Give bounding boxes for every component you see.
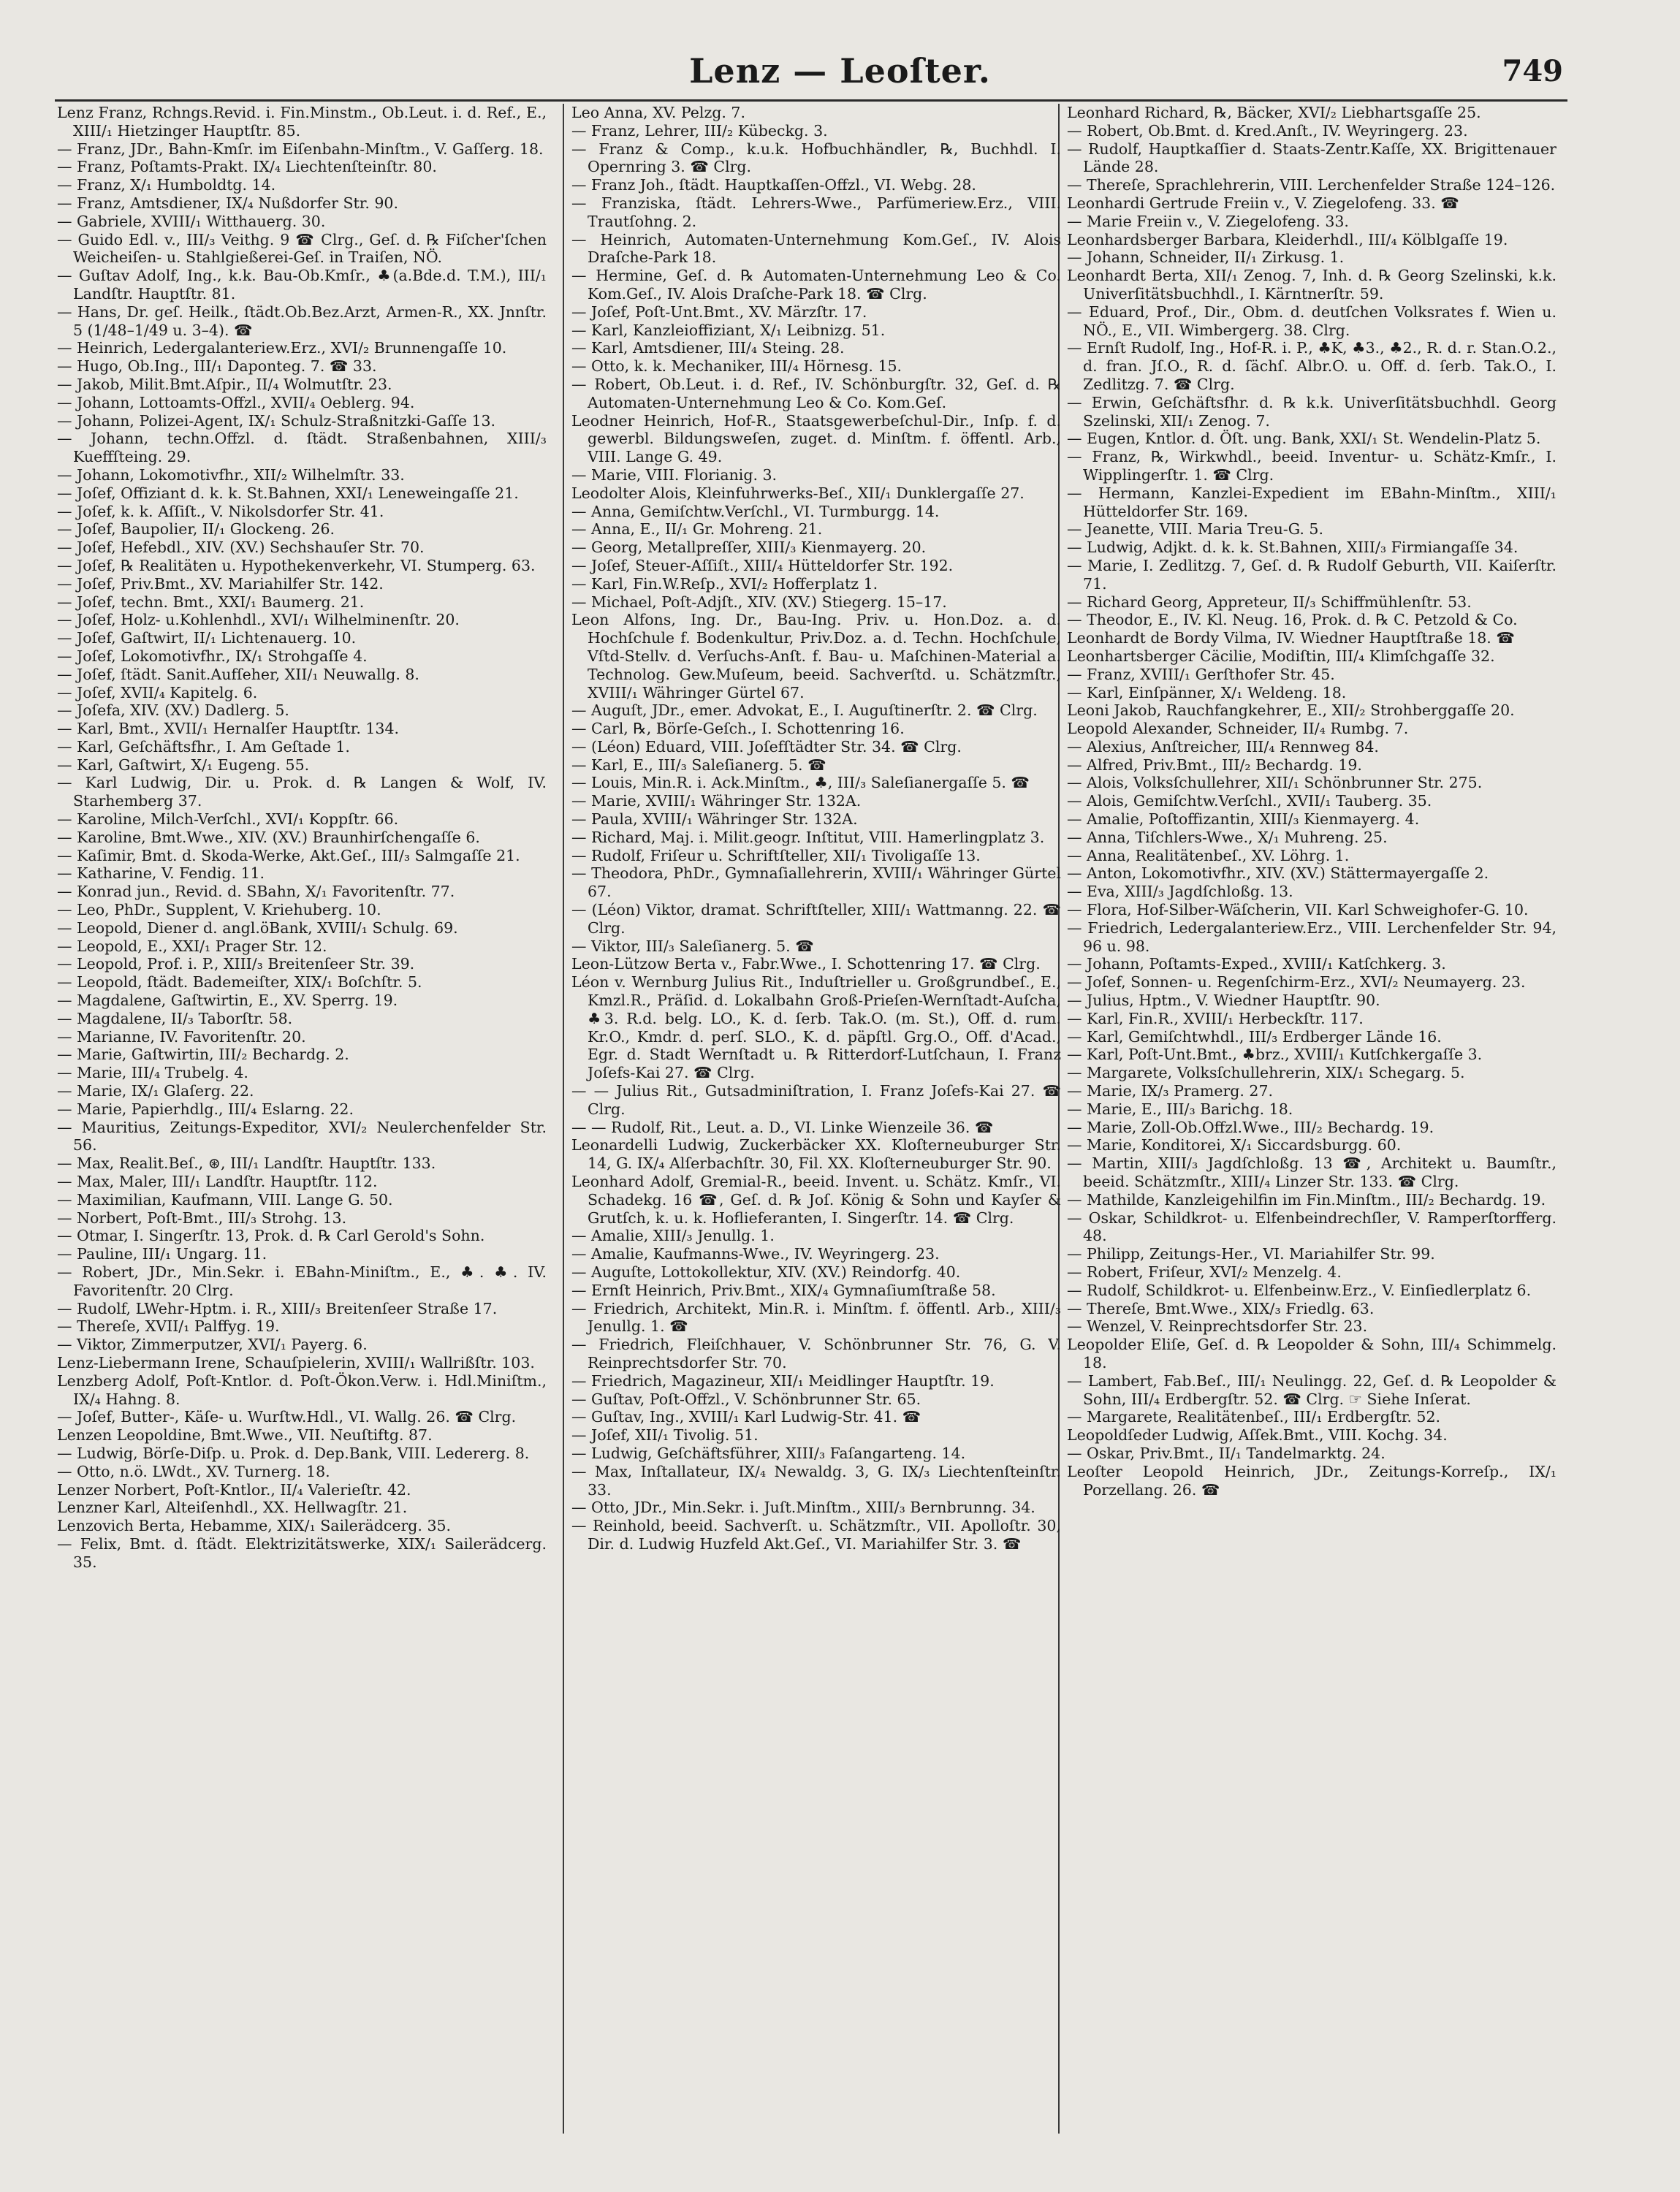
directory-entry: — Karl, Gemiſchtwhdl., III/₃ Erdberger Lände 16. xyxy=(1067,1027,1442,1046)
directory-entry: — Joſef, Hefebdl., XIV. (XV.) Sechshauſer Str. 70. xyxy=(57,539,425,557)
directory-entry: — Joſef, Poſt-Unt.Bmt., XV. Märzſtr. 17. xyxy=(571,302,867,321)
directory-entry: — Robert, Friſeur, XVI/₂ Menzelg. 4. xyxy=(1067,1263,1342,1281)
directory-entry: — Michael, Poſt-Adjſt., XIV. (XV.) Stiegerg. 15–17. xyxy=(571,593,947,611)
directory-entry: — Franz, JDr., Bahn-Kmſr. im Eiſenbahn-Minſtm., V. Gaſſerg. 18. xyxy=(57,140,544,158)
directory-entry: — Ludwig, Adjkt. d. k. k. St.Bahnen, XIII/₃ Firmiangaſſe 34. xyxy=(1067,539,1519,557)
directory-entry: — Karl, Fin.W.Reſp., XVI/₂ Hofferplatz 1. xyxy=(571,574,878,593)
directory-entry: — Johann, Poſtamts-Exped., XVIII/₁ Katſchkerg. 3. xyxy=(1067,955,1446,973)
directory-entry: — Friedrich, Magazineur, XII/₁ Meidlinger Hauptſtr. 19. xyxy=(571,1371,995,1390)
directory-entry: — Joſef, Sonnen- u. Regenſchirm-Erz., XVI/₂ Neumayerg. 23. xyxy=(1067,973,1526,992)
directory-entry: — Anna, Realitätenbeſ., XV. Löhrg. 1. xyxy=(1067,846,1350,864)
directory-entry: — Thereſe, Sprachlehrerin, VIII. Lerchenfelder Straße 124–126. xyxy=(1067,176,1556,194)
directory-entry: — Alexius, Anſtreicher, III/₄ Rennweg 84. xyxy=(1067,737,1379,756)
directory-entry: Leodner Heinrich, Hof-R., Staatsgewerbeſchul-Dir., Inſp. f. d. gewerbl. Bildungsweſen, zuget. d. Minſtm. f. öffentl. Arb., VIII. Lange G. 49. xyxy=(571,411,1061,466)
directory-entry: — Katharine, V. Fendig. 11. xyxy=(57,864,265,883)
directory-entry: — Karl, Einſpänner, X/₁ Weldeng. 18. xyxy=(1067,683,1347,701)
directory-entry: Lenzovich Berta, Hebamme, XIX/₁ Sailerädcerg. 35. xyxy=(57,1517,452,1535)
directory-entry: — Auguſt, JDr., emer. Advokat, E., I. Auguſtinerſtr. 2. ☎ Clrg. xyxy=(571,701,1038,720)
directory-entry: Leodolter Alois, Kleinfuhrwerks-Beſ., XII/₁ Dunklergaſſe 27. xyxy=(571,484,1025,502)
directory-entry: — Otmar, I. Singerſtr. 13, Prok. d. ℞ Carl Gerold's Sohn. xyxy=(57,1227,485,1245)
directory-entry: — Marie Freiin v., V. Ziegelofeng. 33. xyxy=(1067,212,1349,230)
directory-entry: — Theodora, PhDr., Gymnaſiallehrerin, XVIII/₁ Währinger Gürtel 67. xyxy=(571,864,1061,901)
directory-entry: — Oskar, Priv.Bmt., II/₁ Tandelmarktg. 24. xyxy=(1067,1444,1386,1462)
directory-entry: — Friedrich, Fleiſchhauer, V. Schönbrunner Str. 76, G. V. Reinprechtsdorfer Str. 70. xyxy=(571,1336,1061,1371)
directory-entry: — Joſef, Steuer-Aſſiſt., XIII/₄ Hütteldorfer Str. 192. xyxy=(571,556,954,574)
directory-entry: — Franz, X/₁ Humboldtg. 14. xyxy=(57,176,276,194)
directory-entry: — Ernſt Heinrich, Priv.Bmt., XIX/₄ Gymnaſiumſtraße 58. xyxy=(571,1281,996,1299)
directory-entry: Lenzer Norbert, Poſt-Kntlor., II/₄ Valerieſtr. 42. xyxy=(57,1480,411,1499)
directory-entry: — Robert, Ob.Bmt. d. Kred.Anſt., IV. Weyringerg. 23. xyxy=(1067,121,1468,140)
directory-entry: — Flora, Hof-Silber-Wäſcherin, VII. Karl Schweighofer-G. 10. xyxy=(1067,901,1529,919)
directory-entry: — Joſef, ſtädt. Sanit.Aufſeher, XII/₁ Neuwallg. 8. xyxy=(57,665,419,683)
directory-entry: — Eva, XIII/₃ Jagdſchloßg. 13. xyxy=(1067,883,1293,901)
column-1 xyxy=(57,104,547,1572)
directory-entry: — Gabriele, XVIII/₁ Witthauerg. 30. xyxy=(57,212,326,230)
directory-entry: — Joſef, Holz- u.Kohlenhdl., XVI/₁ Wilhelminenſtr. 20. xyxy=(57,611,460,629)
directory-entry: — Wenzel, V. Reinprechtsdorfer Str. 23. xyxy=(1067,1317,1368,1336)
directory-entry: Leon-Lützow Berta v., Fabr.Wwe., I. Schottenring 17. ☎ Clrg. xyxy=(571,955,1041,973)
directory-entry: — Joſef, Gaſtwirt, II/₁ Lichtenauerg. 10. xyxy=(57,629,357,647)
directory-entry: — Franziska, ſtädt. Lehrers-Wwe., Parfümeriew.Erz., VIII. Trautſohng. 2. xyxy=(571,194,1061,230)
directory-entry: — Marie, Zoll-Ob.Offzl.Wwe., III/₂ Bechardg. 19. xyxy=(1067,1118,1434,1136)
directory-entry: — Hugo, Ob.Ing., III/₁ Daponteg. 7. ☎ 33. xyxy=(57,357,377,376)
directory-entry: — Hermine, Geſ. d. ℞ Automaten-Unternehmung Leo & Co. Kom.Geſ., IV. Alois Draſche-Park 18. ☎ Clrg. xyxy=(571,267,1061,302)
directory-entry: — Anna, Tiſchlers-Wwe., X/₁ Muhreng. 25. xyxy=(1067,828,1388,846)
directory-entry: — Martin, XIII/₃ Jagdſchloßg. 13 ☎, Architekt u. Baumſtr., beeid. Schätzmſtr., XIII/₄ Linzer Str. 133. ☎ Clrg. xyxy=(1067,1154,1557,1191)
directory-entry: Leonhardt Berta, XII/₁ Zenog. 7, Inh. d. ℞ Georg Szelinski, k.k. Univerſitätsbuchhdl., I. Kärntnerſtr. 59. xyxy=(1067,267,1557,302)
directory-entry: — Rudolf, Hauptkaſſier d. Staats-Zentr.Kaſſe, XX. Brigittenauer Lände 28. xyxy=(1067,140,1557,176)
directory-entry: — Paula, XVIII/₁ Währinger Str. 132A. xyxy=(571,810,858,829)
header-rule xyxy=(55,99,1567,102)
directory-entry: — Pauline, III/₁ Ungarg. 11. xyxy=(57,1245,267,1263)
directory-entry: — Thereſe, XVII/₁ Palffyg. 19. xyxy=(57,1317,280,1336)
directory-entry: — Joſef, Butter-, Käſe- u. Wurſtw.Hdl., VI. Wallg. 26. ☎ Clrg. xyxy=(57,1408,517,1426)
directory-entry: — Franz & Comp., k.u.k. Hofbuchhändler, ℞, Buchhdl. I. Opernring 3. ☎ Clrg. xyxy=(571,140,1061,176)
directory-entry: — Oskar, Schildkrot- u. Elfenbeindrechſler, V. Ramperſtorfferg. 48. xyxy=(1067,1209,1557,1245)
directory-entry: — Maximilian, Kaufmann, VIII. Lange G. 50. xyxy=(57,1190,393,1209)
directory-entry: — Ludwig, Geſchäftsführer, XIII/₃ Faſangarteng. 14. xyxy=(571,1444,966,1462)
directory-entry: — Joſefa, XIV. (XV.) Dadlerg. 5. xyxy=(57,701,289,720)
directory-entry: — Johann, Polizei-Agent, IX/₁ Schulz-Straßnitzki-Gaſſe 13. xyxy=(57,411,496,430)
directory-entry: Lenzberg Adolf, Poſt-Kntlor. d. Poſt-Ökon.Verw. i. Hdl.Miniſtm., IX/₄ Hahng. 8. xyxy=(57,1371,547,1408)
directory-entry: — Karl, Kanzleioffiziant, X/₁ Leibnizg. 51. xyxy=(571,321,886,339)
directory-entry: — Franz, Poſtamts-Prakt. IX/₄ Liechtenſteinſtr. 80. xyxy=(57,158,437,176)
directory-entry: — Amalie, Poſtoffizantin, XIII/₃ Kienmayerg. 4. xyxy=(1067,810,1420,829)
directory-entry: — Joſef, ℞ Realitäten u. Hypothekenverkehr, VI. Stumperg. 63. xyxy=(57,556,536,574)
directory-entry: — Eugen, Kntlor. d. Öſt. ung. Bank, XXI/₁ St. Wendelin-Platz 5. xyxy=(1067,430,1541,448)
directory-entry: — Johann, Lokomotivfhr., XII/₂ Wilhelmſtr. 33. xyxy=(57,465,405,484)
directory-entry: — Karl, E., III/₃ Saleſianerg. 5. ☎ xyxy=(571,756,826,774)
directory-entry: — Rudolf, LWehr-Hptm. i. R., XIII/₃ Breitenſeer Straße 17. xyxy=(57,1299,498,1317)
directory-entry: — Marie, IX/₁ Glaſerg. 22. xyxy=(57,1082,254,1100)
directory-entry: — Leo, PhDr., Supplent, V. Kriehuberg. 10. xyxy=(57,901,381,919)
directory-entry: — Leopold, ſtädt. Bademeiſter, XIX/₁ Boſchſtr. 5. xyxy=(57,973,422,992)
directory-entry: — Heinrich, Ledergalanteriew.Erz., XVI/₂ Brunnengaſſe 10. xyxy=(57,339,507,357)
directory-entry: — Karoline, Milch-Verſchl., XVI/₁ Koppſtr. 66. xyxy=(57,810,399,829)
directory-entry: — Margarete, Volksſchullehrerin, XIX/₁ Schegarg. 5. xyxy=(1067,1064,1465,1082)
directory-entry: — Karl, Poſt-Unt.Bmt., ♣brz., XVIII/₁ Kutſchkergaſſe 3. xyxy=(1067,1046,1483,1064)
directory-entry: Lenzner Karl, Alteiſenhdl., XX. Hellwagſtr. 21. xyxy=(57,1499,408,1517)
directory-entry: — Magdalene, Gaſtwirtin, E., XV. Sperrg. 19. xyxy=(57,992,398,1010)
directory-entry: — Jeanette, VIII. Maria Treu-G. 5. xyxy=(1067,520,1323,539)
directory-entry: Leonhardsberger Barbara, Kleiderhdl., III/₄ Kölblgaſſe 19. xyxy=(1067,230,1508,248)
directory-entry: — Otto, n.ö. LWdt., XV. Turnerg. 18. xyxy=(57,1462,330,1480)
directory-entry: — Leopold, Diener d. angl.öBank, XVIII/₁ Schulg. 69. xyxy=(57,918,458,937)
directory-entry: Leonardelli Ludwig, Zuckerbäcker XX. Kloſterneuburger Str. 14, G. IX/₄ Alſerbachſtr. 30, Fil. XX. Kloſterneuburger Str. 90. xyxy=(571,1136,1061,1173)
directory-entry: — Karl, Gaſtwirt, X/₁ Eugeng. 55. xyxy=(57,756,310,774)
directory-entry: — Kaſimir, Bmt. d. Skoda-Werke, Akt.Geſ., III/₃ Salmgaſſe 21. xyxy=(57,846,520,864)
directory-entry: — Mathilde, Kanzleigehilfin im Fin.Minſtm., III/₂ Bechardg. 19. xyxy=(1067,1190,1546,1209)
directory-entry: — Lambert, Fab.Beſ., III/₁ Neulingg. 22, Geſ. d. ℞ Leopolder & Sohn, III/₄ Erdbergſtr. 52. ☎ Clrg. ☞ Siehe Inſerat. xyxy=(1067,1371,1557,1408)
directory-entry: Leopolder Eliſe, Geſ. d. ℞ Leopolder & Sohn, III/₄ Schimmelg. 18. xyxy=(1067,1336,1557,1371)
directory-entry: — Hermann, Kanzlei-Expedient im EBahn-Minſtm., XIII/₁ Hütteldorfer Str. 169. xyxy=(1067,484,1557,520)
directory-entry: Leonhardt de Bordy Vilma, IV. Wiedner Hauptſtraße 18. ☎ xyxy=(1067,629,1515,647)
directory-entry: — Erwin, Geſchäftsfhr. d. ℞ k.k. Univerſitätsbuchhdl. Georg Szelinski, XII/₁ Zenog. 7. xyxy=(1067,393,1557,430)
directory-entry: — Anton, Lokomotivfhr., XIV. (XV.) Stättermayergaſſe 2. xyxy=(1067,864,1489,883)
directory-entry: — Anna, Gemiſchtw.Verſchl., VI. Turmburgg. 14. xyxy=(571,502,940,520)
directory-entry: Leopold Alexander, Schneider, II/₄ Rumbg. 7. xyxy=(1067,720,1409,738)
directory-entry: — Karoline, Bmt.Wwe., XIV. (XV.) Braunhirſchengaſſe 6. xyxy=(57,828,480,846)
directory-entry: — Konrad jun., Revid. d. SBahn, X/₁ Favoritenſtr. 77. xyxy=(57,883,455,901)
directory-entry: Leonhardi Gertrude Freiin v., V. Ziegelofeng. 33. ☎ xyxy=(1067,194,1459,212)
directory-entry: — Franz, Lehrer, III/₂ Kübeckg. 3. xyxy=(571,121,828,140)
directory-entry: — Karl, Bmt., XVII/₁ Hernalſer Hauptſtr. 134. xyxy=(57,720,400,738)
directory-entry: — Carl, ℞, Börſe-Geſch., I. Schottenring 16. xyxy=(571,720,905,738)
directory-entry: Lenzen Leopoldine, Bmt.Wwe., VII. Neuſtiftg. 87. xyxy=(57,1426,433,1445)
directory-entry: — Amalie, XIII/₃ Jenullg. 1. xyxy=(571,1227,775,1245)
page-title: Lenz — Leoſter. xyxy=(689,51,991,91)
directory-entry: — Philipp, Zeitungs-Her., VI. Mariahilfer Str. 99. xyxy=(1067,1245,1435,1263)
directory-entry: — Louis, Min.R. i. Ack.Minſtm., ♣, III/₃ Saleſianergaſſe 5. ☎ xyxy=(571,774,1030,792)
directory-entry: — Max, Inſtallateur, IX/₄ Newaldg. 3, G. IX/₃ Liechtenſteinſtr. 33. xyxy=(571,1462,1061,1499)
directory-entry: — Marie, E., III/₃ Barichg. 18. xyxy=(1067,1100,1293,1118)
directory-entry: — Norbert, Poſt-Bmt., III/₃ Strohg. 13. xyxy=(57,1209,347,1227)
directory-entry: — Alois, Volksſchullehrer, XII/₁ Schönbrunner Str. 275. xyxy=(1067,774,1483,792)
directory-entry: — Theodor, E., IV. Kl. Neug. 16, Prok. d. ℞ C. Petzold & Co. xyxy=(1067,611,1518,629)
directory-entry: — Richard Georg, Appreteur, II/₃ Schiffmühlenſtr. 53. xyxy=(1067,593,1472,611)
directory-entry: — — Julius Rit., Gutsadminiſtration, I. Franz Joſefs-Kai 27. ☎ Clrg. xyxy=(571,1082,1061,1118)
directory-entry: — Leopold, Prof. i. P., XIII/₃ Breitenſeer Str. 39. xyxy=(57,955,415,973)
directory-entry: Leopoldſeder Ludwig, Aſſek.Bmt., VIII. Kochg. 34. xyxy=(1067,1426,1448,1445)
directory-entry: — Marie, Gaſtwirtin, III/₂ Bechardg. 2. xyxy=(57,1046,349,1064)
directory-entry: — Franz, XVIII/₁ Gerſthofer Str. 45. xyxy=(1067,665,1335,683)
directory-entry: — Marie, IX/₃ Pramerg. 27. xyxy=(1067,1082,1274,1100)
directory-entry: — Marie, I. Zedlitzg. 7, Geſ. d. ℞ Rudolf Geburth, VII. Kaiſerſtr. 71. xyxy=(1067,556,1557,593)
directory-entry: — Joſef, Baupolier, II/₁ Glockeng. 26. xyxy=(57,520,335,539)
directory-entry: Lenz Franz, Rchngs.Revid. i. Fin.Minstm., Ob.Leut. i. d. Ref., E., XIII/₁ Hietzinger Hauptſtr. 85. xyxy=(57,104,547,140)
directory-entry: — (Léon) Eduard, VIII. Joſefſtädter Str. 34. ☎ Clrg. xyxy=(571,737,962,756)
directory-entry: — Joſef, Lokomotivfhr., IX/₁ Strohgaſſe 4. xyxy=(57,647,368,665)
directory-entry: Leonhard Richard, ℞, Bäcker, XVI/₂ Liebhartsgaſſe 25. xyxy=(1067,104,1481,121)
directory-entry: — Guſtav Adolf, Ing., k.k. Bau-Ob.Kmſr., ♣(a.Bde.d. T.M.), III/₁ Landſtr. Hauptſtr. 81. xyxy=(57,267,547,302)
directory-entry: — Marianne, IV. Favoritenſtr. 20. xyxy=(57,1027,306,1046)
directory-entry: — Ernſt Rudolf, Ing., Hof-R. i. P., ♣K, ♣3., ♣2., R. d. r. Stan.O.2., d. fran. Jſ.O., R. d. ſächſ. Albr.O. u. Off. d. ſerb. Tak.O., I. Zedlitzg. 7. ☎ Clrg. xyxy=(1067,339,1557,393)
directory-entry: — Magdalene, II/₃ Taborſtr. 58. xyxy=(57,1009,293,1027)
directory-entry: — Robert, JDr., Min.Sekr. i. EBahn-Miniſtm., E., ♣. ♣. IV. Favoritenſtr. 20 Clrg. xyxy=(57,1263,547,1299)
directory-entry: — Georg, Metallpreſſer, XIII/₃ Kienmayerg. 20. xyxy=(571,539,927,557)
directory-entry: — Guido Edl. v., III/₃ Veithg. 9 ☎ Clrg., Geſ. d. ℞ Fiſcher'ſchen Weicheiſen- u. Stahlgießerei-Geſ. in Traiſen, NÖ. xyxy=(57,230,547,267)
directory-entry: — Thereſe, Bmt.Wwe., XIX/₃ Friedlg. 63. xyxy=(1067,1299,1375,1317)
directory-entry: — Joſef, XVII/₄ Kapitelg. 6. xyxy=(57,683,258,701)
directory-entry: — Karl, Amtsdiener, III/₄ Steing. 28. xyxy=(571,339,845,357)
directory-entry: — Auguſte, Lottokollektur, XIV. (XV.) Reindorfg. 40. xyxy=(571,1263,961,1281)
directory-entry: — Marie, III/₄ Trubelg. 4. xyxy=(57,1064,248,1082)
directory-entry: — Joſef, Priv.Bmt., XV. Mariahilfer Str. 142. xyxy=(57,574,384,593)
directory-entry: — Marie, XVIII/₁ Währinger Str. 132A. xyxy=(571,792,862,810)
directory-entry: — Max, Maler, III/₁ Landſtr. Hauptſtr. 112. xyxy=(57,1173,378,1191)
directory-entry: — Alois, Gemiſchtw.Verſchl., XVII/₁ Tauberg. 35. xyxy=(1067,792,1432,810)
directory-entry: Leoſter Leopold Heinrich, JDr., Zeitungs-Korreſp., IX/₁ Porzellang. 26. ☎ xyxy=(1067,1462,1557,1499)
directory-entry: — Guſtav, Poſt-Offzl., V. Schönbrunner Str. 65. xyxy=(571,1390,921,1408)
directory-entry: — Friedrich, Architekt, Min.R. i. Minſtm. f. öffentl. Arb., XIII/₃ Jenullg. 1. ☎ xyxy=(571,1299,1061,1336)
directory-entry: Leonhard Adolf, Gremial-R., beeid. Invent. u. Schätz. Kmſr., VI. Schadekg. 16 ☎, Geſ. d. ℞ Joſ. König & Sohn und Kayſer & Grutſch, k. u. k. Hoflieferanten, I. Singerſtr. 14. ☎ Clrg. xyxy=(571,1173,1061,1227)
directory-entry: — Rudolf, Schildkrot- u. Elfenbeinw.Erz., V. Einſiedlerplatz 6. xyxy=(1067,1281,1532,1299)
directory-entry: — Max, Realit.Beſ., ⊛, III/₁ Landſtr. Hauptſtr. 133. xyxy=(57,1154,436,1173)
directory-entry: — Eduard, Prof., Dir., Obm. d. deutſchen Volksrates f. Wien u. NÖ., E., VII. Wimbergerg. 38. Clrg. xyxy=(1067,302,1557,339)
directory-entry: — Marie, Konditorei, X/₁ Siccardsburgg. 60. xyxy=(1067,1136,1402,1154)
directory-entry: — Otto, k. k. Mechaniker, III/₄ Hörnesg. 15. xyxy=(571,357,902,376)
column-2 xyxy=(571,104,1061,1553)
directory-entry: — Hans, Dr. geſ. Heilk., ſtädt.Ob.Bez.Arzt, Armen-R., XX. Jnnſtr. 5 (1/48–1/49 u. 3–4). ☎ xyxy=(57,302,547,339)
column-3 xyxy=(1067,104,1557,1499)
directory-entry: — Richard, Maj. i. Milit.geogr. Inſtitut, VIII. Hamerlingplatz 3. xyxy=(571,828,1045,846)
directory-entry: — Karl, Fin.R., XVIII/₁ Herbeckſtr. 117. xyxy=(1067,1009,1364,1027)
directory-entry: — Friedrich, Ledergalanteriew.Erz., VIII. Lerchenfelder Str. 94, 96 u. 98. xyxy=(1067,918,1557,955)
directory-entry: — Franz, Amtsdiener, IX/₄ Nußdorfer Str. 90. xyxy=(57,194,398,212)
directory-entry: — Viktor, III/₃ Saleſianerg. 5. ☎ xyxy=(571,937,814,955)
directory-entry: — Karl Ludwig, Dir. u. Prok. d. ℞ Langen & Wolf, IV. Starhemberg 37. xyxy=(57,774,547,810)
directory-entry: — Robert, Ob.Leut. i. d. Ref., IV. Schönburgſtr. 32, Geſ. d. ℞ Automaten-Unternehmung Leo & Co. Kom.Geſ. xyxy=(571,375,1061,411)
directory-entry: — Joſef, k. k. Aſſiſt., V. Nikolsdorfer Str. 41. xyxy=(57,502,384,520)
directory-entry: — — Rudolf, Rit., Leut. a. D., VI. Linke Wienzeile 36. ☎ xyxy=(571,1118,994,1136)
directory-entry: — Heinrich, Automaten-Unternehmung Kom.Geſ., IV. Alois Draſche-Park 18. xyxy=(571,230,1061,267)
directory-entry: Lenz-Liebermann Irene, Schauſpielerin, XVIII/₁ Wallrißſtr. 103. xyxy=(57,1353,535,1371)
directory-entry: — Ludwig, Börſe-Diſp. u. Prok. d. Dep.Bank, VIII. Ledererg. 8. xyxy=(57,1444,530,1462)
column-divider xyxy=(563,104,564,2134)
directory-entry: — Johann, techn.Offzl. d. ſtädt. Straßenbahnen, XIII/₃ Kueffſteing. 29. xyxy=(57,430,547,466)
directory-entry: — Joſef, XII/₁ Tivolig. 51. xyxy=(571,1426,759,1445)
directory-entry: — Mauritius, Zeitungs-Expeditor, XVI/₂ Neulerchenfelder Str. 56. xyxy=(57,1118,547,1154)
directory-entry: — Felix, Bmt. d. ſtädt. Elektrizitätswerke, XIX/₁ Sailerädcerg. 35. xyxy=(57,1534,547,1571)
directory-entry: — Anna, E., II/₁ Gr. Mohreng. 21. xyxy=(571,520,823,539)
directory-entry: Leon Alfons, Ing. Dr., Bau-Ing. Priv. u. Hon.Doz. a. d. Hochſchule f. Bodenkultur, Priv.Doz. a. d. Techn. Hochſchule, Vſtd-Stellv. d. Verſuchs-Anſt. f. Bau- u. Maſchinen-Material a. Technolog. Gew.Muſeum, beeid. Sachverſtd. u. Schätzmſtr., XVIII/₁ Währinger Gürtel 67. xyxy=(571,611,1061,701)
directory-entry: Leo Anna, XV. Pelzg. 7. xyxy=(571,104,745,121)
directory-entry: — Marie, VIII. Florianig. 3. xyxy=(571,465,778,484)
directory-entry: Léon v. Wernburg Julius Rit., Induſtrieller u. Großgrundbeſ., E., Kmzl.R., Präſid. d. Lokalbahn Groß-Prieſen-Wernſtadt-Auſcha, ♣3. R.d. belg. LO., K. d. ſerb. Tak.O. (m. St.), Off. d. rum. Kr.O., Kmdr. d. perſ. SLO., K. d. päpſtl. Grg.O., Off. d'Acad., Egr. d. Stadt Wernſtadt u. ℞ Ritterdorf-Lutſchaun, I. Franz Joſefs-Kai 27. ☎ Clrg. xyxy=(571,973,1061,1082)
directory-entry: — Franz, ℞, Wirkwhdl., beeid. Inventur- u. Schätz-Kmſr., I. Wipplingerſtr. 1. ☎ Clrg. xyxy=(1067,448,1557,484)
directory-entry: — Marie, Papierhdlg., III/₄ Eslarng. 22. xyxy=(57,1100,354,1118)
directory-entry: — Joſef, Offiziant d. k. k. St.Bahnen, XXI/₁ Leneweingaſſe 21. xyxy=(57,484,519,502)
directory-entry: — Alfred, Priv.Bmt., III/₂ Bechardg. 19. xyxy=(1067,756,1362,774)
directory-entry: — Leopold, E., XXI/₁ Prager Str. 12. xyxy=(57,937,327,955)
directory-entry: — Franz Joh., ſtädt. Hauptkaſſen-Offzl., VI. Webg. 28. xyxy=(571,176,976,194)
page-number: 749 xyxy=(1502,54,1563,88)
directory-entry: — Reinhold, beeid. Sachverſt. u. Schätzmſtr., VII. Apolloſtr. 30, Dir. d. Ludwig Huzfeld Akt.Geſ., VI. Mariahilfer Str. 3. ☎ xyxy=(571,1517,1061,1553)
directory-entry: — Guſtav, Ing., XVIII/₁ Karl Ludwig-Str. 41. ☎ xyxy=(571,1408,921,1426)
directory-entry: — Viktor, Zimmerputzer, XVI/₁ Payerg. 6. xyxy=(57,1336,368,1354)
directory-entry: — Johann, Lottoamts-Offzl., XVII/₄ Oeblerg. 94. xyxy=(57,393,415,411)
directory-entry: — Jakob, Milit.Bmt.Aſpir., II/₄ Wolmutſtr. 23. xyxy=(57,375,392,393)
directory-entry: — Rudolf, Friſeur u. Schriftſteller, XII/₁ Tivoligaſſe 13. xyxy=(571,846,981,864)
directory-entry: — Karl, Geſchäftsfhr., I. Am Geſtade 1. xyxy=(57,737,350,756)
directory-entry: — Joſef, techn. Bmt., XXI/₁ Baumerg. 21. xyxy=(57,593,365,611)
directory-entry: — Amalie, Kaufmanns-Wwe., IV. Weyringerg. 23. xyxy=(571,1245,940,1263)
directory-entry: Leoni Jakob, Rauchfangkehrer, E., XII/₂ Strohberggaſſe 20. xyxy=(1067,701,1515,720)
directory-entry: — Johann, Schneider, II/₁ Zirkusg. 1. xyxy=(1067,248,1345,267)
directory-entry: — (Léon) Viktor, dramat. Schriftſteller, XIII/₁ Wattmanng. 22. ☎ Clrg. xyxy=(571,901,1061,937)
directory-entry: — Julius, Hptm., V. Wiedner Hauptſtr. 90. xyxy=(1067,992,1380,1010)
directory-entry: Leonhartsberger Cäcilie, Modiſtin, III/₄ Klimſchgaſſe 32. xyxy=(1067,647,1495,665)
directory-entry: — Margarete, Realitätenbeſ., III/₁ Erdbergſtr. 52. xyxy=(1067,1408,1441,1426)
directory-entry: — Otto, JDr., Min.Sekr. i. Juſt.Minſtm., XIII/₃ Bernbrunng. 34. xyxy=(571,1499,1035,1517)
